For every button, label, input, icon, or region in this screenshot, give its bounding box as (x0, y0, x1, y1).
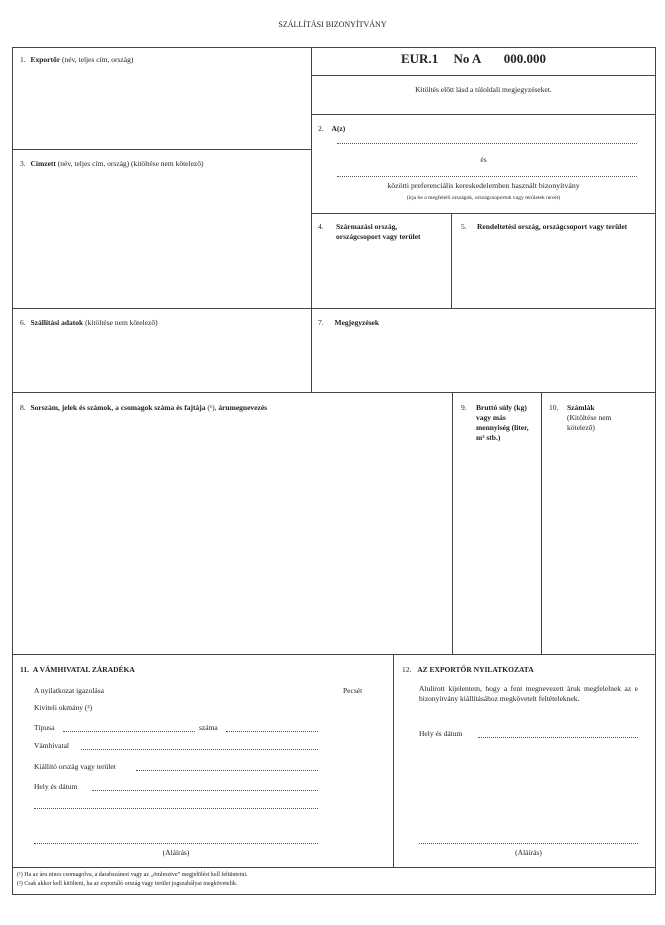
box11-office-label: Vámhivatal (34, 741, 69, 750)
box1-note: (név, teljes cím, ország) (61, 55, 134, 64)
divider (12, 654, 656, 655)
box11-declaration: A nyilatkozat igazolása (34, 686, 104, 695)
box7-number: 7. (318, 318, 324, 327)
instruction-note: Kitöltés előtt lásd a túloldali megjegyzéseket. (415, 85, 552, 94)
box6-note: (kitöltése nem kötelező) (85, 318, 158, 327)
box7-title: Megjegyzések (334, 318, 380, 327)
box12-place-date-label: Hely és dátum (419, 729, 463, 738)
box10-note: (Kitöltése nem kötelező) (567, 413, 612, 432)
box1-number: 1. (20, 55, 26, 64)
box2-title: A(z) (331, 124, 346, 133)
divider (12, 308, 656, 309)
box12-title: AZ EXPORTŐR NYILATKOZATA (417, 665, 534, 674)
box1-label (20, 55, 133, 65)
box2-between: közötti preferenciális kereskedelemben használt bizonyítvány (387, 181, 580, 190)
box2-country-line-1 (337, 143, 637, 144)
divider (451, 213, 452, 308)
divider (311, 75, 656, 76)
box8-number: 8. (20, 403, 26, 412)
box9-number: 9. (461, 403, 467, 412)
box9-title: Bruttó súly (kg) vagy más mennyiség (liter, m³ stb.) (476, 403, 529, 442)
box11-label (20, 665, 135, 675)
box12-place-date-field[interactable] (478, 737, 638, 738)
box2-number: 2. (318, 124, 324, 133)
divider (393, 654, 394, 867)
box11-title: A VÁMHIVATAL ZÁRADÉKA (32, 665, 135, 674)
box11-signature-line[interactable] (34, 843, 318, 844)
serial-number: 000.000 (503, 51, 547, 66)
box12-signature: (Aláírás) (515, 848, 542, 857)
box11-stamp: Pecsét (343, 686, 363, 695)
box3-title: Címzett (30, 159, 56, 168)
form-code: EUR.1 (401, 51, 439, 66)
box6-title: Szállítási adatok (30, 318, 84, 327)
box12-text: Alulírott kijelentem, hogy a fent megnevezett áruk megfelelnek az e bizonyítvány kiállításához megkövetelt feltételeknek. (419, 684, 638, 703)
box11-extra-line[interactable] (34, 808, 318, 809)
box8-title2: árumegnevezés (218, 403, 268, 412)
box5-title: Rendeltetési ország, országcsoport vagy terület (477, 222, 628, 231)
box11-number: 11. (20, 665, 29, 674)
certificate-header (401, 51, 546, 67)
box10-number: 10. (549, 403, 559, 412)
serial-prefix: No A (453, 51, 481, 66)
box2-country-line-2 (337, 176, 637, 177)
box3-note: (név, teljes cím, ország) (kitöltése nem kötelező) (57, 159, 204, 168)
box1-title: Exportőr (30, 55, 61, 64)
footnote-2: (²) Csak akkor kell kitölteni, ha az exportáló ország vagy terület jogszabályai megkövetelik. (17, 881, 238, 887)
divider (541, 392, 542, 654)
box8-ref: (¹), (207, 403, 217, 412)
box2-instruction: (írja be a megfelelő országok, országcsoportok vagy területek nevét) (406, 195, 561, 201)
box11-number-field[interactable] (226, 731, 318, 732)
box12-label (402, 665, 534, 675)
box2-label (318, 124, 345, 134)
document-title: SZÁLLÍTÁSI BIZONYÍTVÁNY (278, 20, 387, 29)
divider (311, 47, 312, 392)
box6-number: 6. (20, 318, 26, 327)
box11-place-date-label: Hely és dátum (34, 782, 78, 791)
box11-office-field[interactable] (81, 749, 318, 750)
box3-label (20, 159, 204, 169)
box8-title: Sorszám, jelek és számok, a csomagok száma és fajtája (30, 403, 206, 412)
box8-label (20, 403, 267, 413)
box11-issuing-field[interactable] (136, 770, 318, 771)
box11-type-label: Típusa (34, 723, 55, 732)
divider (311, 114, 656, 115)
box12-number: 12. (402, 665, 412, 674)
box11-number-label: száma (199, 723, 218, 732)
box10-title: Számlák (567, 403, 595, 412)
box11-type-field[interactable] (63, 731, 195, 732)
box11-issuing-label: Kiállító ország vagy terület (34, 762, 116, 771)
divider (12, 392, 656, 393)
box11-export-doc: Kiviteli okmány (²) (34, 703, 93, 712)
divider (311, 213, 656, 214)
box3-number: 3. (20, 159, 26, 168)
box11-place-date-field[interactable] (92, 790, 318, 791)
box6-label (20, 318, 158, 328)
divider (12, 149, 311, 150)
box7-label (318, 318, 379, 328)
box12-signature-line[interactable] (419, 843, 638, 844)
box5-number: 5. (461, 222, 467, 231)
box2-and: és (480, 155, 487, 164)
divider (12, 867, 656, 868)
box4-number: 4. (318, 222, 324, 231)
box11-signature: (Aláírás) (162, 848, 190, 857)
divider (452, 392, 453, 654)
footnote-1: (¹) Ha az áru nincs csomagolva, a darabszámot vagy az „ömlesztve” megjelölést kell feltüntetni. (17, 872, 248, 878)
box4-title: Származási ország, országcsoport vagy terület (336, 222, 421, 241)
